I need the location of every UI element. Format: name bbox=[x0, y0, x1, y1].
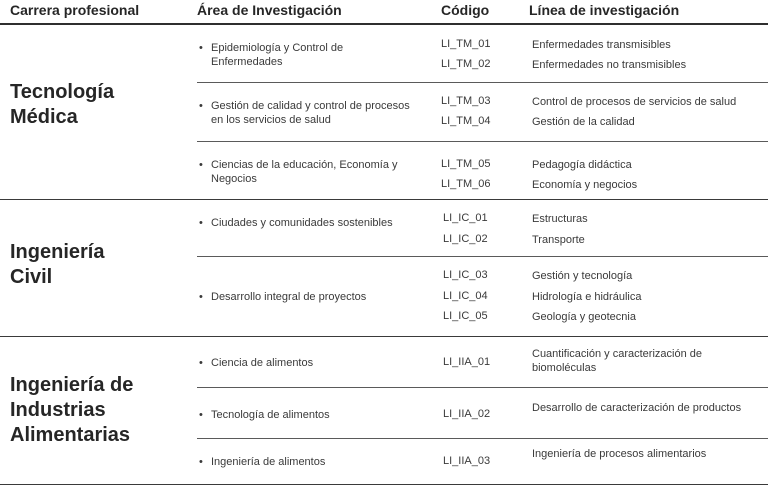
research-line: Hidrología e hidráulica bbox=[532, 291, 642, 303]
research-line: Transporte bbox=[532, 234, 585, 246]
research-line: Desarrollo de caracterización de productos bbox=[532, 402, 742, 414]
research-code: LI_TM_05 bbox=[441, 158, 491, 170]
research-area: • Gestión de calidad y control de procesos en los servicios de salud bbox=[199, 100, 410, 126]
row-divider bbox=[197, 141, 768, 142]
row-divider bbox=[197, 82, 768, 83]
table-header bbox=[0, 0, 768, 24]
research-line: Gestión de la calidad bbox=[532, 116, 635, 128]
header-career: Carrera profesional bbox=[10, 2, 140, 18]
row-divider bbox=[197, 438, 768, 439]
research-code: LI_IC_03 bbox=[443, 269, 488, 281]
row-divider bbox=[197, 387, 768, 388]
research-area: • Ciencia de alimentos bbox=[199, 357, 314, 369]
header-rule bbox=[0, 23, 768, 25]
research-code: LI_TM_02 bbox=[441, 58, 491, 70]
research-line: Gestión y tecnología bbox=[532, 270, 633, 282]
research-code: LI_IIA_02 bbox=[443, 408, 491, 420]
career-tecnologia-medica: Tecnología Médica bbox=[10, 81, 115, 128]
table-bottom-rule bbox=[0, 484, 768, 485]
research-code: LI_IC_01 bbox=[443, 212, 488, 224]
research-code: LI_TM_06 bbox=[441, 178, 491, 190]
research-code: LI_IC_04 bbox=[443, 290, 488, 302]
section-divider bbox=[0, 336, 768, 337]
research-line: Control de procesos de servicios de salud bbox=[532, 96, 737, 108]
research-line: Estructuras bbox=[532, 213, 588, 225]
research-code: LI_IC_02 bbox=[443, 233, 488, 245]
research-line: Pedagogía didáctica bbox=[532, 159, 632, 171]
research-code: LI_IC_05 bbox=[443, 310, 488, 322]
header-area: Área de Investigación bbox=[197, 2, 342, 18]
header-line: Línea de investigación bbox=[529, 2, 680, 18]
research-code: LI_TM_03 bbox=[441, 95, 491, 107]
research-area: • Desarrollo integral de proyectos bbox=[199, 291, 367, 303]
research-code: LI_IIA_01 bbox=[443, 356, 491, 368]
section-divider bbox=[0, 199, 768, 200]
row-divider bbox=[197, 256, 768, 257]
research-line: Cuantificación y caracterización de biomoléculas bbox=[532, 348, 702, 374]
research-area: • Ciencias de la educación, Economía y Negocios bbox=[199, 159, 398, 185]
research-line: Enfermedades no transmisibles bbox=[532, 59, 687, 71]
research-code: LI_TM_01 bbox=[441, 38, 491, 50]
header-code: Código bbox=[441, 2, 490, 18]
research-line: Enfermedades transmisibles bbox=[532, 39, 671, 51]
research-area: • Tecnología de alimentos bbox=[199, 409, 330, 421]
research-line: Geología y geotecnia bbox=[532, 311, 636, 323]
research-area: • Epidemiología y Control de Enfermedades bbox=[199, 42, 344, 68]
research-area: • Ciudades y comunidades sostenibles bbox=[199, 217, 393, 229]
research-line: Ingeniería de procesos alimentarios bbox=[532, 448, 707, 460]
career-ingenieria-industrias-alimentarias: Ingeniería de Industrias Alimentarias bbox=[10, 374, 134, 446]
research-area: • Ingeniería de alimentos bbox=[199, 456, 326, 468]
research-code: LI_IIA_03 bbox=[443, 455, 491, 467]
research-code: LI_TM_04 bbox=[441, 115, 491, 127]
research-line: Economía y negocios bbox=[532, 179, 638, 191]
career-ingenieria-civil: Ingeniería Civil bbox=[10, 241, 105, 288]
